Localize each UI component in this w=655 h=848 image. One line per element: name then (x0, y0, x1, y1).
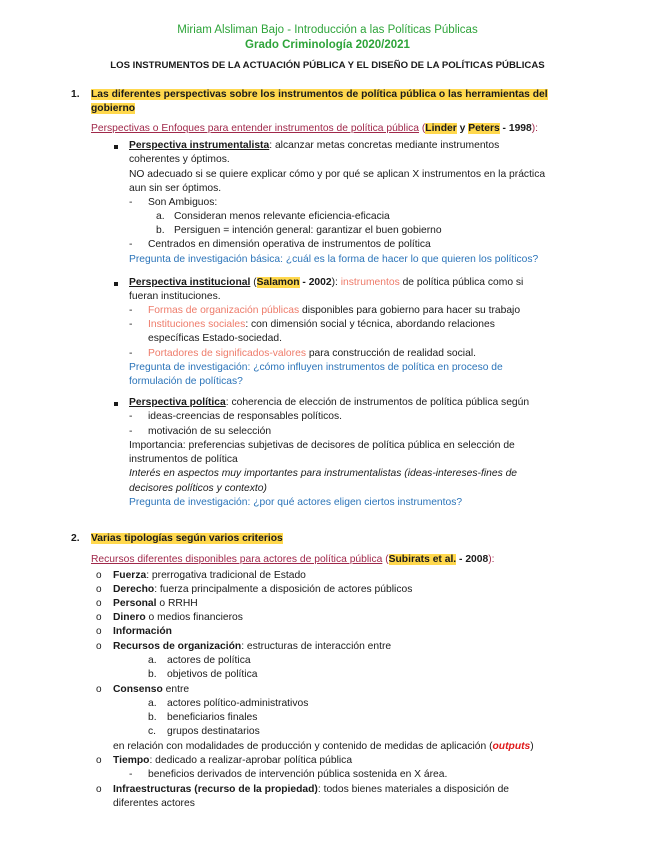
org-b-label: b. (148, 669, 157, 680)
cons-b-label: b. (148, 712, 157, 723)
p2-d2-line2: específicas Estado-sociedad. (148, 333, 282, 344)
section-2-title-text: Varias tipologías según varios criterios (91, 533, 283, 544)
item-organizacion (113, 640, 391, 655)
circle-bullet-icon: o (96, 784, 102, 795)
section-1-title (91, 88, 548, 103)
outputs-term: outputs (492, 741, 531, 752)
p1-a-label: a. (156, 211, 165, 222)
cons-a-label: a. (148, 698, 157, 709)
derecho-text: : fuerza principalmente a disposición de actores públicos (154, 584, 413, 595)
organizacion-text: : estructuras de interacción entre (241, 641, 392, 652)
section-1-number: 1. (71, 89, 80, 100)
p3-it1: Interés en aspectos muy importantes para instrumentalistas (ideas-intereses-fines de (129, 468, 518, 479)
infra-line2: diferentes actores (113, 798, 195, 809)
p2-line2: fueran instituciones. (129, 291, 221, 302)
p1-text1: : alcanzar metas concretas mediante instrumentos (269, 140, 500, 151)
item-consenso (113, 683, 189, 698)
p2-d2 (148, 318, 495, 333)
org-a-label: a. (148, 655, 157, 666)
p3-line1 (129, 396, 529, 411)
p3-it2: decisores políticos y contexto) (129, 483, 267, 494)
circle-bullet-icon: o (96, 641, 102, 652)
author-salamon: Salamon (256, 277, 300, 288)
p1-line3: NO adecuado si se quiere explicar cómo y por qué se aplican X instrumentos en la práctica (129, 169, 546, 180)
header-degree: Grado Criminología 2020/2021 (245, 39, 410, 51)
relation-text: en relación con modalidades de producción y contenido de medidas de aplicación ( (113, 741, 493, 752)
tiempo-label: Tiempo (113, 755, 150, 766)
dash-bullet: - (129, 239, 133, 250)
dash-bullet: - (129, 197, 133, 208)
p2-question1: Pregunta de investigación: ¿cómo influyen instrumentos de política en proceso de (129, 362, 503, 373)
p3-imp2: instrumentos de política (129, 454, 238, 465)
document-title: LOS INSTRUMENTOS DE LA ACTUACIÓN PÚBLICA Y EL DISEÑO DE LA POLÍTICAS PÚBLICAS (110, 60, 545, 71)
organizacion-label: Recursos de organización (113, 641, 242, 652)
p1-b-label: b. (156, 225, 165, 236)
dash-bullet: - (129, 426, 133, 437)
item-personal (113, 597, 198, 612)
p2-d2-colored: Instituciones sociales (148, 319, 246, 330)
author-subirats: Subirats et al. (388, 554, 457, 565)
p2-open: ( (250, 277, 257, 288)
dash-bullet: - (129, 769, 133, 780)
circle-bullet-icon: o (96, 626, 102, 637)
p3-name: Perspectiva política (129, 397, 226, 408)
section-1-title-cont (91, 102, 135, 117)
relation-close: ) (530, 741, 534, 752)
tiempo-dash: beneficios derivados de intervención pública sostenida en X área. (148, 769, 448, 780)
circle-bullet-icon: o (96, 612, 102, 623)
cons-b-text: beneficiarios finales (167, 712, 258, 723)
p2-d3-colored: Portadores de significados-valores (148, 348, 306, 359)
header-author-course: Miriam Alsliman Bajo - Introducción a las Políticas Públicas (177, 24, 478, 36)
circle-bullet-icon: o (96, 570, 102, 581)
personal-label: Personal (113, 598, 157, 609)
informacion-label: Información (113, 626, 172, 637)
author-peters: Peters (468, 123, 500, 134)
s2-close: ): (488, 554, 495, 565)
p2-question2: formulación de políticas? (129, 376, 243, 387)
author-linder: Linder (425, 123, 457, 134)
circle-bullet-icon: o (96, 584, 102, 595)
p2-d1 (148, 304, 520, 319)
fuerza-text: : prerrogativa tradicional de Estado (146, 570, 306, 581)
section-2-title (91, 532, 283, 547)
circle-bullet-icon: o (96, 755, 102, 766)
dash-bullet: - (129, 305, 133, 316)
consenso-relation (113, 740, 534, 755)
p1-line2: coherentes y óptimos. (129, 154, 230, 165)
p2-d1-text: disponibles para gobierno para hacer su trabajo (299, 305, 521, 316)
dash-bullet: - (129, 319, 133, 330)
section-1-subhead (91, 122, 538, 137)
p2-text1: de política pública como si (399, 277, 524, 288)
p1-line1 (129, 139, 499, 154)
tiempo-text: : dedicado a realizar-aprobar política pública (149, 755, 353, 766)
p2-d3 (148, 347, 476, 362)
section-2-number: 2. (71, 533, 80, 544)
square-bullet-icon (114, 145, 118, 149)
subhead-close: ): (531, 123, 539, 134)
p1-line4: aun sin ser óptimos. (129, 183, 222, 194)
item-dinero (113, 611, 243, 626)
subhead-open: ( (418, 123, 426, 134)
derecho-label: Derecho (113, 584, 155, 595)
infra-label: Infraestructuras (recurso de la propiedad) (113, 784, 318, 795)
circle-bullet-icon: o (96, 684, 102, 695)
p1-name: Perspectiva instrumentalista (129, 140, 270, 151)
p2-d2-text: : con dimensión social y técnica, abordando relaciones (245, 319, 495, 330)
p2-year: - 2002 (299, 277, 332, 288)
consenso-label: Consenso (113, 684, 163, 695)
p3-d1: ideas-creencias de responsables políticos. (148, 411, 343, 422)
p2-close: ): (331, 277, 341, 288)
section-2-subhead (91, 553, 495, 568)
cons-c-label: c. (148, 726, 157, 737)
cons-c-text: grupos destinatarios (167, 726, 260, 737)
p3-text1: : coherencia de elección de instrumentos de política pública según (225, 397, 530, 408)
fuerza-label: Fuerza (113, 570, 147, 581)
subhead-text: Perspectivas o Enfoques para entender instrumentos de política pública (91, 123, 419, 134)
p3-imp1: Importancia: preferencias subjetivas de decisores de política pública en selección de (129, 440, 515, 451)
p1-dash1: Son Ambiguos: (148, 197, 218, 208)
square-bullet-icon (114, 402, 118, 406)
item-derecho (113, 583, 412, 598)
section-1-title-line1: Las diferentes perspectivas sobre los instrumentos de política pública o las herramientas del (91, 89, 548, 100)
dinero-label: Dinero (113, 612, 146, 623)
circle-bullet-icon: o (96, 598, 102, 609)
dash-bullet: - (129, 411, 133, 422)
s2-open: ( (382, 554, 389, 565)
infra-text: : todos bienes materiales a disposición de (317, 784, 510, 795)
p1-question: Pregunta de investigación básica: ¿cuál es la forma de hacer lo que quieren los políticos? (129, 254, 539, 265)
p1-a-text: Consideran menos relevante eficiencia-eficacia (174, 211, 390, 222)
p2-d3-text: para construcción de realidad social. (305, 348, 476, 359)
s2-subhead-text: Recursos diferentes disponibles para actores de política pública (91, 554, 383, 565)
org-b-text: objetivos de política (167, 669, 258, 680)
square-bullet-icon (114, 282, 118, 286)
p1-dash2: Centrados en dimensión operativa de instrumentos de política (148, 239, 431, 250)
p1-b-text: Persiguen = intención general: garantizar el buen gobierno (174, 225, 442, 236)
s2-year: - 2008 (456, 554, 489, 565)
dinero-text: o medios financieros (145, 612, 243, 623)
p3-question: Pregunta de investigación: ¿por qué actores eligen ciertos instrumentos? (129, 497, 463, 508)
dash-bullet: - (129, 348, 133, 359)
item-infraestructuras (113, 783, 509, 798)
p2-name: Perspectiva institucional (129, 277, 251, 288)
item-tiempo (113, 754, 352, 769)
author-year: - 1998 (499, 123, 532, 134)
org-a-text: actores de política (167, 655, 251, 666)
consenso-text: entre (162, 684, 190, 695)
item-fuerza (113, 569, 306, 584)
cons-a-text: actores político-administrativos (167, 698, 309, 709)
item-informacion (113, 625, 172, 640)
section-1-title-line2: gobierno (91, 103, 136, 114)
p2-line1 (129, 276, 523, 291)
personal-text: o RRHH (156, 598, 198, 609)
p2-instr: instrumentos (340, 277, 400, 288)
p2-d1-colored: Formas de organización públicas (148, 305, 300, 316)
author-and: y (456, 123, 469, 134)
p3-d2: motivación de su selección (148, 426, 272, 437)
